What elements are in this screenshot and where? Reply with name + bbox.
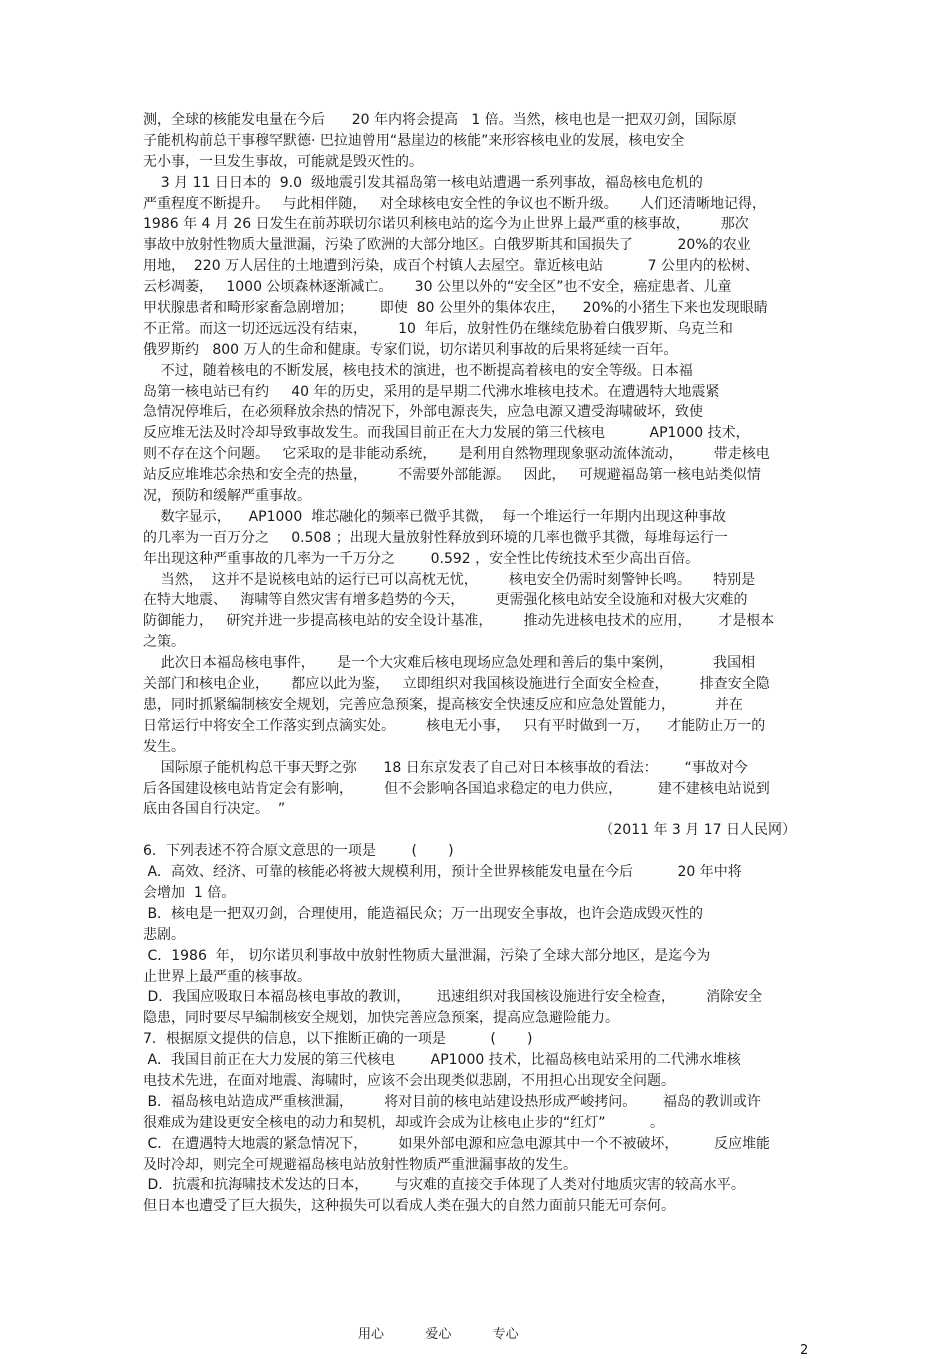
article-line: 站反应堆堆芯余热和安全壳的热量， 不需要外部能源。 因此， 可规避福岛第一核电站类似情 bbox=[143, 467, 761, 484]
article-line: 俄罗斯约 800 万人的生命和健康。专家们说，切尔诺贝利事故的后果将延续一百年。 bbox=[143, 341, 678, 358]
article-line: 发生。 bbox=[143, 738, 185, 755]
article-line: 关部门和核电企业， 都应以此为鉴， 立即组织对我国核设施进行全面安全检查， 排查安全隐 bbox=[143, 676, 770, 693]
article-line: 底由各国自行决定。 ” bbox=[143, 801, 286, 818]
article-line: 用地， 220 万人居住的土地遭到污染，成百个村镇人去屋空。靠近核电站 7 公里内的松树、 bbox=[143, 258, 759, 275]
question-line: 6．下列表述不符合原文意思的一项是 ( ) bbox=[143, 843, 454, 860]
question-line: 悲剧。 bbox=[143, 926, 185, 943]
question-line: B．福岛核电站造成严重核泄漏， 将对目前的核电站建设热形成严峻拷问。 福岛的教训或许 bbox=[143, 1093, 761, 1110]
question-line: D．抗震和抗海啸技术发达的日本， 与灾难的直接交手体现了人类对付地质灾害的较高水平。 bbox=[143, 1177, 745, 1194]
question-line: 但日本也遭受了巨大损失，这种损失可以看成人类在强大的自然力面前只能无可奈何。 bbox=[143, 1198, 675, 1215]
question-line: 电技术先进，在面对地震、海啸时，应该不会出现类似悲剧，不用担心出现安全问题。 bbox=[143, 1072, 675, 1089]
page-number: 2 bbox=[800, 1343, 809, 1358]
article-line: 岛第一核电站已有约 40 年的历史，采用的是早期二代沸水堆核电技术。在遭遇特大地震紧 bbox=[143, 383, 720, 400]
document-page bbox=[143, 110, 808, 1217]
article-line: 事故中放射性物质大量泄漏，污染了欧洲的大部分地区。白俄罗斯其和国损失了 20%的农业 bbox=[143, 237, 751, 254]
article-line: 甲状腺患者和畸形家畜急剧增加； 即使 80 公里外的集体农庄， 20%的小猪生下来也发现眼睛 bbox=[143, 300, 768, 317]
article-line: 之策。 bbox=[143, 634, 185, 651]
article-line: 年出现这种严重事故的几率为一千万分之 0.592 ，安全性比传统技术至少高出百倍。 bbox=[143, 550, 700, 567]
article-line: 测，全球的核能发电量在今后 20 年内将会提高 1 倍。当然，核电也是一把双刃剑，国际原 bbox=[143, 112, 737, 128]
article-line: 急情况停堆后，在必须释放余热的情况下，外部电源丧失，应急电源又遭受海啸破坏，致使 bbox=[143, 404, 703, 421]
page-footer bbox=[0, 1311, 950, 1359]
article-line: 患，同时抓紧编制核安全规划，完善应急预案，提高核安全快速反应和应急处置能力， 并在 bbox=[143, 696, 744, 713]
article-line: 当然， 这并不是说核电站的运行已可以高枕无忧， 核电安全仍需时刻警钟长鸣。 特别是 bbox=[143, 571, 756, 588]
question-line: C．1986 年， 切尔诺贝利事故中放射性物质大量泄漏，污染了全球大部分地区，是迄今为 bbox=[143, 947, 711, 964]
article-line: 云杉凋萎， 1000 公顷森林逐渐减亡。 30 公里以外的“安全区”也不安全，癌症患者、儿童 bbox=[143, 279, 732, 296]
article-line: 则不存在这个问题。 它采取的是非能动系统， 是利用自然物理现象驱动流体流动， 带走核电 bbox=[143, 446, 770, 463]
question-line: B．核电是一把双刃剑，合理使用，能造福民众；万一出现安全事故，也许会造成毁灭性的 bbox=[143, 905, 704, 922]
question-line: 及时冷却，则完全可规避福岛核电站放射性物质严重泄漏事故的发生。 bbox=[143, 1156, 577, 1173]
article-line: 在特大地震、 海啸等自然灾害有增多趋势的今天， 更需强化核电站安全设施和对极大灾难的 bbox=[143, 592, 748, 609]
question-line: 隐患，同时要尽早编制核安全规划，加快完善应急预案，提高应急避险能力。 bbox=[143, 1010, 619, 1027]
article-line: 反应堆无法及时冷却导致事故发生。而我国目前正在大力发展的第三代核电 AP1000 技术， bbox=[143, 425, 750, 442]
question-line: 很难成为建设更安全核电的动力和契机，却或许会成为让核电止步的“红灯” 。 bbox=[143, 1114, 665, 1131]
article-line: 防御能力， 研究并进一步提高核电站的安全设计基准， 推动先进核电技术的应用， 才是根本 bbox=[143, 613, 775, 630]
article-line: 后各国建设核电站肯定会有影响， 但不会影响各国追求稳定的电力供应， 建不建核电站说到 bbox=[143, 780, 770, 797]
article-line: 数字显示， AP1000 堆芯融化的频率已微乎其微， 每一个堆运行一年期内出现这种事故 bbox=[143, 508, 727, 525]
article-line: 况，预防和缓解严重事故。 bbox=[143, 488, 311, 505]
article-line: 不正常。而这一切还远远没有结束， 10 年后，放射性仍在继续危胁着白俄罗斯、乌克兰和 bbox=[143, 320, 733, 337]
article-line: 3 月 11 日日本的 9.0 级地震引发其福岛第一核电站遭遇一系列事故，福岛核电危机的 bbox=[143, 174, 703, 191]
article-line: 严重程度不断提升。 与此相伴随， 对全球核电安全性的争议也不断升级。 人们还清晰地记得， bbox=[143, 195, 766, 212]
footer-motto: 用心 爱心 专心 bbox=[358, 1327, 519, 1342]
question-line: C．在遭遇特大地震的紧急情况下， 如果外部电源和应急电源其中一个不被破坏， 反应堆能 bbox=[143, 1135, 770, 1152]
article-line: 1986 年 4 月 26 日发生在前苏联切尔诺贝利核电站的迄今为止世界上最严重的核事故， 那次 bbox=[143, 216, 749, 233]
article-line: 不过，随着核电的不断发展，核电技术的演进，也不断提高着核电的安全等级。日本福 bbox=[143, 362, 693, 379]
article-source: （2011 年 3 月 17 日人民网） bbox=[599, 822, 796, 839]
question-line: A．我国目前正在大力发展的第三代核电 AP1000 技术，比福岛核电站采用的二代沸水堆核 bbox=[143, 1052, 741, 1069]
article-line: 日常运行中将安全工作落实到点滴实处。 核电无小事， 只有平时做到一万， 才能防止万一的 bbox=[143, 717, 766, 734]
question-line: 7．根据原文提供的信息，以下推断正确的一项是 ( ) bbox=[143, 1031, 533, 1048]
article-line: 的几率为一百万分之 0.508 ；出现大量放射性释放到环境的几率也微乎其微，每堆每运行一 bbox=[143, 529, 728, 546]
question-line: 会增加 1 倍。 bbox=[143, 884, 236, 901]
question-line: D．我国应吸取日本福岛核电事故的教训， 迅速组织对我国核设施进行安全检查， 消除安全 bbox=[143, 989, 763, 1006]
question-line: 止世界上最严重的核事故。 bbox=[143, 968, 311, 985]
article-body bbox=[143, 110, 808, 820]
article-line: 国际原子能机构总干事天野之弥 18 日东京发表了自己对日本核事故的看法： “事故对今 bbox=[143, 759, 748, 776]
article-line: 此次日本福岛核电事件， 是一个大灾难后核电现场应急处理和善后的集中案例， 我国相 bbox=[143, 655, 756, 672]
question-line: A．高效、经济、可靠的核能必将被大规模利用，预计全世界核能发电量在今后 20 年中将 bbox=[143, 864, 742, 881]
article-line: 无小事，一旦发生事故，可能就是毁灭性的。 bbox=[143, 153, 423, 170]
article-line: 子能机构前总干事穆罕默德· 巴拉迪曾用“悬崖边的核能”来形容核电业的发展，核电安全 bbox=[143, 132, 685, 149]
question-section bbox=[143, 841, 808, 1217]
